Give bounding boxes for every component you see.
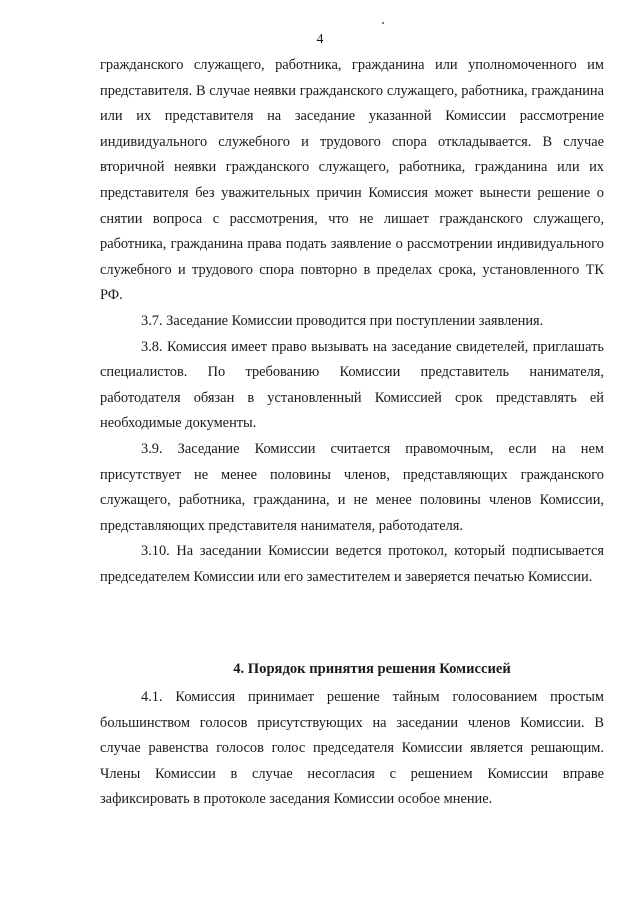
paragraph-4-1: 4.1. Комиссия принимает решение тайным голосованием простым большинством голосов присутствующих на заседании членов Комиссии. В случае равенства голосов голос председателя Комиссии является решающим. Члены Комиссии в случае несогласия с решением Комиссии вправе зафиксировать в протоколе заседания Комиссии особое мнение. xyxy=(100,689,604,808)
paragraph-3-8: 3.8. Комиссия имеет право вызывать на заседание свидетелей, приглашать специалистов. По требованию Комиссии представитель нанимателя, работодателя обязан в установленный Комиссией срок представлять ей необходимые документы. xyxy=(100,338,604,432)
paragraph-3-10: 3.10. На заседании Комиссии ведется протокол, который подписывается председателем Комиссии или его заместителем и заверяется печатью Комиссии. xyxy=(100,543,604,585)
paragraph-3-7: 3.7. Заседание Комиссии проводится при поступлении заявления. xyxy=(141,312,544,329)
scan-speck xyxy=(382,22,384,24)
section-4 xyxy=(100,657,604,813)
paragraph-continuation: гражданского служащего, работника, гражданина или уполномоченного им представителя. В случае неявки гражданского служащего, работника, гражданина или их представителя на заседание указанной Комиссии рассмотрение индивидуального служебного и трудового спора откладывается. В случае вторичной неявки гражданского служащего, работника, гражданина или их представителя без уважительных причин Комиссия может вынести решение о снятии вопроса с рассмотрения, что не лишает гражданского служащего, работника, гражданина права подать заявление о рассмотрении индивидуального служебного и трудового спора повторно в пределах срока, установленного ТК РФ. xyxy=(100,57,604,304)
paragraph-3-9: 3.9. Заседание Комиссии считается правомочным, если на нем присутствует не менее половины членов, представляющих гражданского служащего, работника, гражданина, и не менее половины членов Комиссии, представляющих представителя нанимателя, работодателя. xyxy=(100,440,604,534)
section-4-heading: 4. Порядок принятия решения Комиссией xyxy=(233,661,511,677)
page-number: 4 xyxy=(316,32,324,47)
section-3-continuation xyxy=(100,53,604,590)
